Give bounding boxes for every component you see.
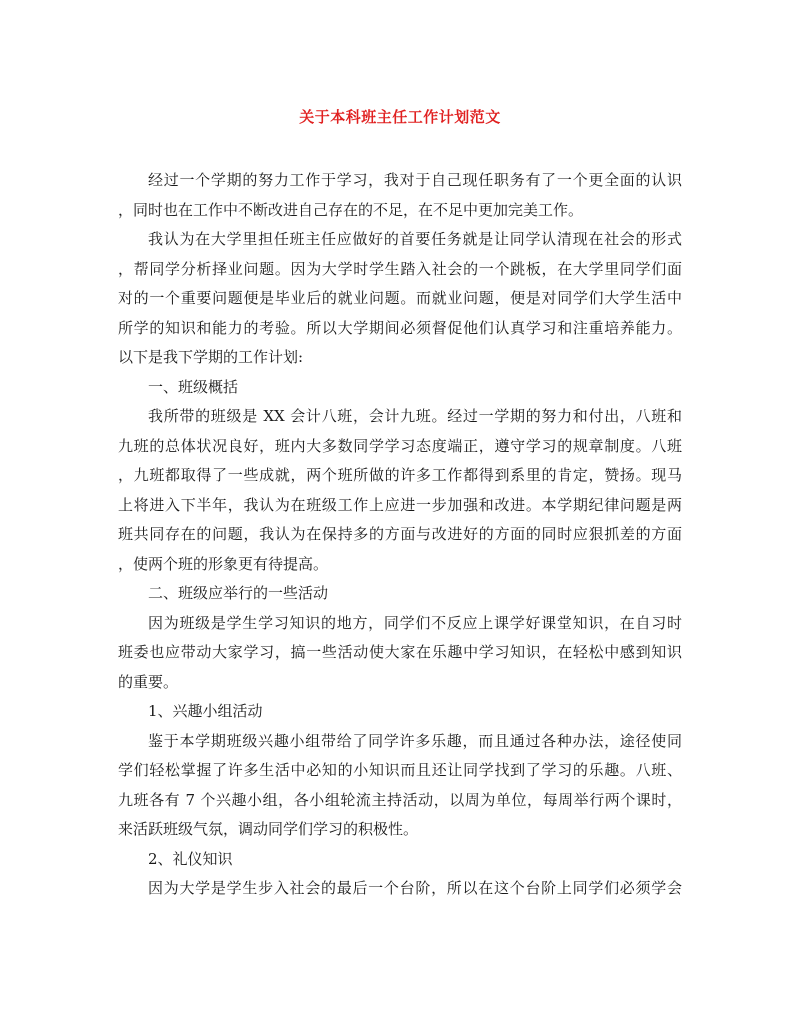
text-line: 所学的知识和能力的考验。所以大学期间必须督促他们认真学习和注重培养能力。 (118, 318, 682, 337)
text-line: 班委也应带动大家学习，搞一些活动使大家在乐趣中学习知识，在轻松中感到知识 (118, 643, 682, 661)
text-line: 因为大学是学生步入社会的最后一个台阶，所以在这个台阶上同学们必须学会 (148, 879, 682, 897)
text-line: 2、礼仪知识 (148, 849, 233, 868)
text-line: 学们轻松掌握了许多生活中必知的小知识而且还让同学找到了学习的乐趣。八班、 (118, 761, 682, 779)
text-line: 以下是我下学期的工作计划: (118, 348, 304, 366)
text-line: 因为班级是学生学习知识的地方，同学们不反应上课学好课堂知识，在自习时 (148, 613, 682, 632)
text-line: 我认为在大学里担任班主任应做好的首要任务就是让同学认清现在社会的形式 (148, 230, 682, 248)
text-line: 1、兴趣小组活动 (148, 702, 263, 720)
text-line: ，使两个班的形象更有待提高。 (118, 554, 329, 573)
document-title: 关于本科班主任工作计划范文 (299, 108, 501, 126)
text-line: 的重要。 (118, 672, 179, 691)
text-line: ，帮同学分析择业问题。因为大学时学生踏入社会的一个跳板，在大学里同学们面 (118, 259, 682, 278)
text-line: ，九班都取得了一些成就，两个班所做的许多工作都得到系里的肯定，赞扬。现马 (118, 466, 682, 484)
text-line: 对的一个重要问题便是毕业后的就业问题。而就业问题，便是对同学们大学生活中 (118, 289, 682, 307)
document-body (118, 166, 682, 904)
text-line: 班共同存在的问题，我认为在保持多的方面与改进好的方面的同时应狠抓差的方面 (118, 525, 682, 543)
text-line: 九班的总体状况良好，班内大多数同学学习态度端正，遵守学习的规章制度。八班 (118, 436, 682, 455)
text-line: 我所带的班级是 XX 会计八班，会计九班。经过一学期的努力和付出，八班和 (148, 407, 682, 425)
text-line: 来活跃班级气氛，调动同学们学习的积极性。 (118, 820, 419, 838)
text-line: 九班各有 7 个兴趣小组，各小组轮流主持活动，以周为单位，每周举行两个课时， (118, 790, 682, 809)
text-line: 经过一个学期的努力工作于学习，我对于自己现任职务有了一个更全面的认识 (148, 171, 682, 189)
text-line: 二、班级应举行的一些活动 (148, 584, 329, 602)
text-line: ，同时也在工作中不断改进自己存在的不足，在不足中更加完美工作。 (118, 200, 584, 219)
text-line: 一、班级概括 (148, 377, 239, 396)
text-line: 上将进入下半年，我认为在班级工作上应进一步加强和改进。本学期纪律问题是两 (118, 495, 682, 514)
text-line: 鉴于本学期班级兴趣小组带给了同学许多乐趣，而且通过各种办法，途径使同 (148, 731, 682, 750)
